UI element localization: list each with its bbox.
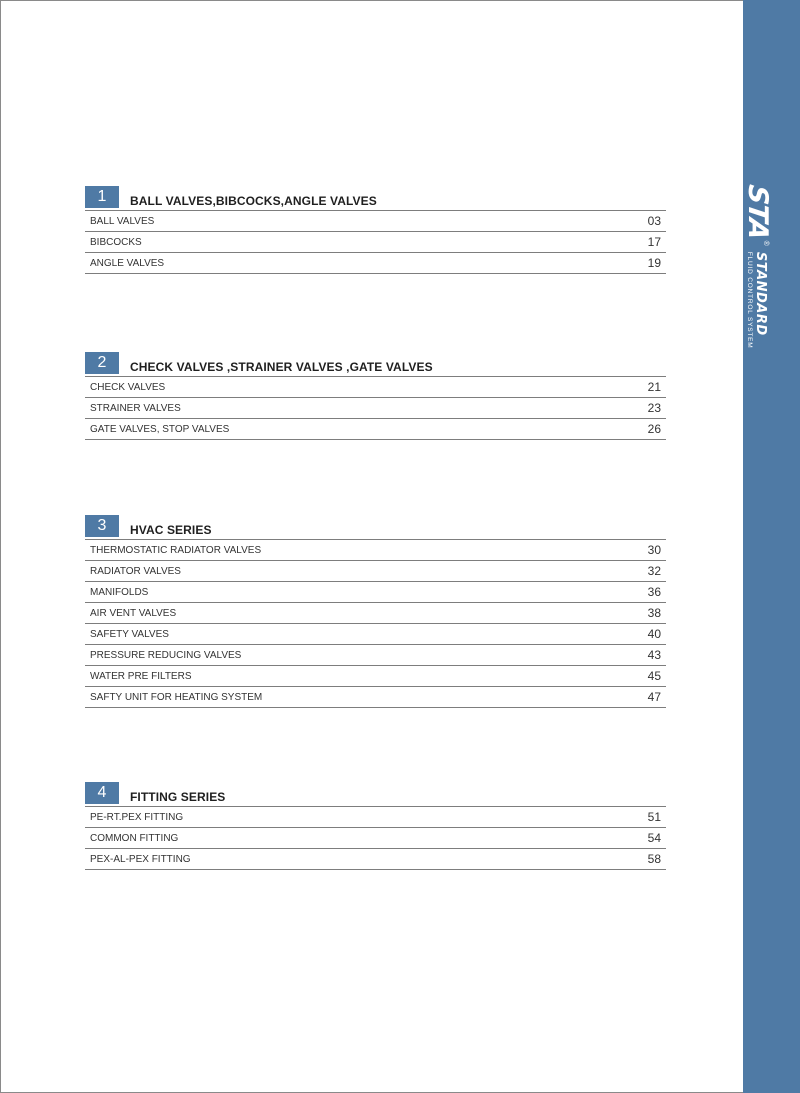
section-title[interactable]: CHECK VALVES ,STRAINER VALVES ,GATE VALVES: [130, 360, 433, 374]
toc-page-number: 45: [647, 669, 661, 683]
toc-page-number: 21: [647, 380, 661, 394]
toc-row[interactable]: [85, 624, 666, 645]
toc-page-number: 40: [647, 627, 661, 641]
toc-section-1: [85, 186, 666, 274]
toc-item-label: PEX-AL-PEX FITTING: [90, 853, 191, 865]
section-title[interactable]: FITTING SERIES: [130, 790, 226, 804]
toc-row[interactable]: [85, 828, 666, 849]
toc-section-3: [85, 515, 666, 708]
toc-row[interactable]: [85, 666, 666, 687]
toc-item-label: CHECK VALVES: [90, 381, 166, 393]
section-title[interactable]: HVAC SERIES: [130, 523, 212, 537]
toc-row[interactable]: [85, 540, 666, 561]
toc-row[interactable]: [85, 687, 666, 708]
toc-row[interactable]: [85, 211, 666, 232]
toc-page-number: 47: [647, 690, 661, 704]
toc-page-number: 54: [647, 831, 661, 845]
section-number: 1: [85, 186, 119, 208]
toc-row[interactable]: [85, 398, 666, 419]
toc-page-number: 43: [647, 648, 661, 662]
toc-page-number: 19: [647, 256, 661, 270]
toc-item-label: MANIFOLDS: [90, 586, 149, 598]
toc-item-label: BALL VALVES: [90, 215, 155, 227]
toc-row[interactable]: [85, 419, 666, 440]
toc-item-label: BIBCOCKS: [90, 236, 142, 248]
toc-page-number: 23: [647, 401, 661, 415]
toc-item-label: ANGLE VALVES: [90, 257, 165, 269]
toc-row[interactable]: [85, 232, 666, 253]
section-number: 3: [85, 515, 119, 537]
section-number: 4: [85, 782, 119, 804]
toc-item-label: RADIATOR VALVES: [90, 565, 181, 577]
toc-item-label: SAFTY UNIT FOR HEATING SYSTEM: [90, 691, 263, 703]
section-title[interactable]: BALL VALVES,BIBCOCKS,ANGLE VALVES: [130, 194, 377, 208]
toc-page-number: 58: [647, 852, 661, 866]
brand-subtitle: FLUID CONTROL SYSTEM: [746, 251, 754, 349]
side-band: [743, 0, 800, 1093]
toc-item-label: PRESSURE REDUCING VALVES: [90, 649, 242, 661]
section-number: 2: [85, 352, 119, 374]
toc-page-number: 03: [647, 214, 661, 228]
toc-row[interactable]: [85, 582, 666, 603]
toc-item-label: PE-RT.PEX FITTING: [90, 811, 184, 823]
toc-section-4: [85, 782, 666, 870]
toc-row[interactable]: [85, 603, 666, 624]
toc-row[interactable]: [85, 253, 666, 274]
toc-row[interactable]: [85, 561, 666, 582]
toc-page-number: 32: [647, 564, 661, 578]
toc-item-label: COMMON FITTING: [90, 832, 179, 844]
toc-page-number: 30: [647, 543, 661, 557]
toc-section-2: [85, 352, 666, 440]
brand-name: STANDARD: [753, 251, 769, 336]
toc-item-label: WATER PRE FILTERS: [90, 670, 192, 682]
brand-logo: [742, 182, 773, 349]
toc-item-label: GATE VALVES, STOP VALVES: [90, 423, 230, 435]
toc-page-number: 51: [647, 810, 661, 824]
toc-page-number: 36: [647, 585, 661, 599]
toc-page-number: 26: [647, 422, 661, 436]
toc-item-label: THERMOSTATIC RADIATOR VALVES: [90, 544, 262, 556]
toc-item-label: AIR VENT VALVES: [90, 607, 177, 619]
toc-page-number: 17: [647, 235, 661, 249]
toc-page-number: 38: [647, 606, 661, 620]
toc-row[interactable]: [85, 807, 666, 828]
toc-row[interactable]: [85, 377, 666, 398]
toc-row[interactable]: [85, 849, 666, 870]
toc-row[interactable]: [85, 645, 666, 666]
registered-icon: ®: [762, 240, 769, 246]
brand-logo-mark: STA: [742, 182, 773, 241]
toc-item-label: STRAINER VALVES: [90, 402, 181, 414]
toc-item-label: SAFETY VALVES: [90, 628, 169, 640]
